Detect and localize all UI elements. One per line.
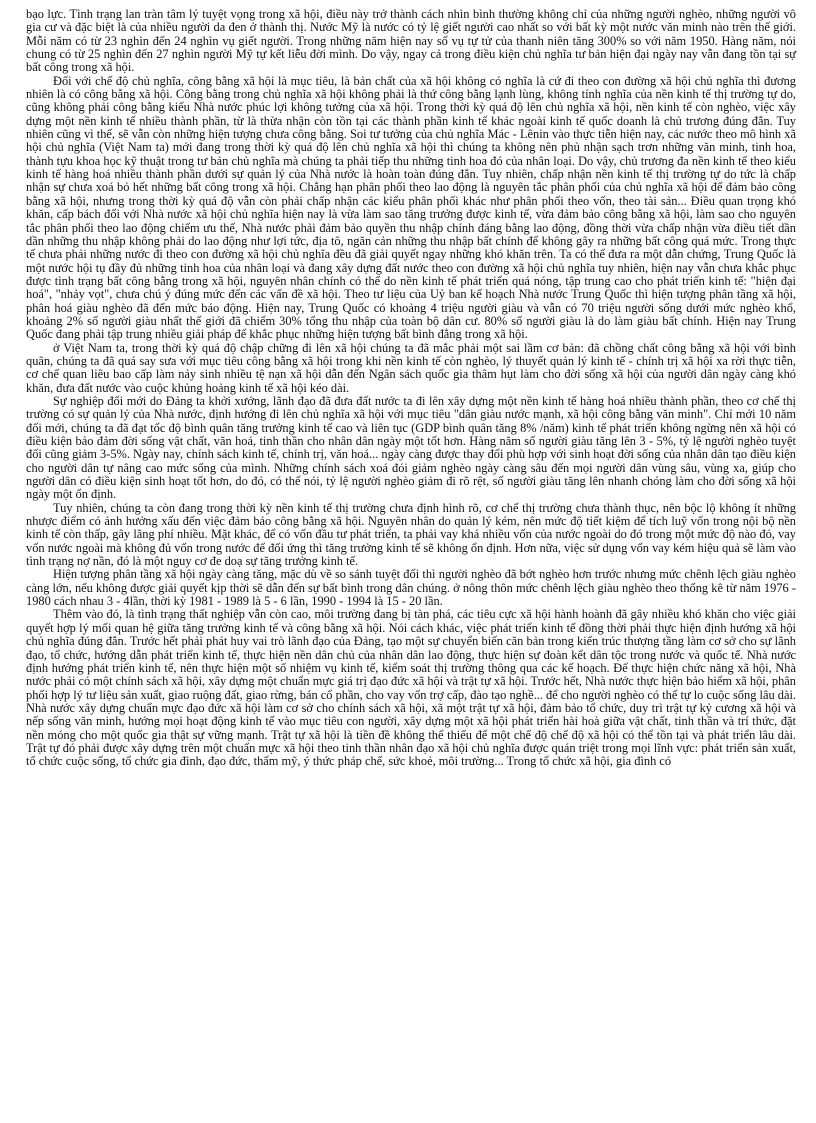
paragraph-1: bạo lực. Tình trạng lan tràn tâm lý tuyệt vọng trong xã hội, điều này trở thành cách nhìn bình thường không chỉ của những người nghèo, những người vô gia cư và đặc biệt là của nhiều người da đen ở thành thị. Nước Mỹ là nước có tỷ lệ giết người cao nhất so với bất kỳ một nước văn minh nào trên thế giới. Mỗi năm có từ 23 nghìn đến 24 nghìn vụ giết người. Trong những năm hiện nay số vụ tự tử của thanh niên tăng 300% so với năm 1950. Hàng năm, nói chung có từ 25 nghìn đến 27 nghìn người Mỹ tự kết liễu đời mình. Do vậy, ngay cả trong điều kiện chủ nghĩa tư bản hiện đại ngày nay vẫn đang tồn tại sự bất công trong xã hội. bbox=[26, 7, 796, 75]
paragraph-4: Sự nghiệp đổi mới do Đảng ta khởi xướng, lãnh đạo đã đưa đất nước ta đi lên xây dựng một nền kinh tế hàng hoá nhiều thành phần, theo cơ chế thị trường có sự quản lý của Nhà nước, định hướng đi lên chủ nghĩa xã hội với mục tiêu "dân giàu nước mạnh, xã hội công bằng văn minh". Chỉ mới 10 năm đổi mới, chúng ta đã đạt tốc độ bình quân tăng trưởng kinh tế cao và liên tục (GDP bình quân tăng 8% /năm) kinh tế phát triển không ngừng nên xã hội có điều kiện bảo đảm đời sống vật chất, văn hoá, tinh thần cho nhân dân ngày một tốt hơn. Hàng năm số người giàu tăng lên 3 - 5%, tỷ lệ người nghèo tuyệt đối cũng giảm 3-5%. Ngày nay, chính sách kinh tế, chính trị, văn hoá... ngày càng được thay đổi phù hợp với sinh hoạt đời sống của nhân dân tạo điều kiện cho người dân tự nâng cao mức sống của mình. Những chính sách xoá đói giảm nghèo ngày càng sâu đến mọi người dân vùng sâu, vùng xa, giúp cho người dân có điều kiện sinh hoạt tốt hơn, do đó, có thể nói, tỷ lệ người nghèo giảm đi rõ rệt, số người giàu tăng lên nhanh chóng làm cho đời sống xã hội ngày một ổn định. bbox=[26, 393, 796, 502]
paragraph-6: Hiện tượng phân tầng xã hội ngày càng tăng, mặc dù về so sánh tuyệt đối thì người nghèo đã bớt nghèo hơn trước nhưng mức chênh lệch giàu nghèo càng lớn, nếu không được giải quyết kịp thời sẽ dẫn đến sự bất bình trong dân chúng. ở nông thôn mức chênh lệch giàu nghèo theo thống kê từ năm 1976 - 1980 cách nhau 3 - 4lần, thời kỳ 1981 - 1989 là 5 - 6 lần, 1990 - 1994 là 15 - 20 lần. bbox=[26, 567, 796, 609]
paragraph-2: Đối với chế độ chủ nghĩa, công bằng xã hội là mục tiêu, là bản chất của xã hội không có nghĩa là cứ đi theo con đường xã hội chủ nghĩa thì đương nhiên là có công bằng xã hội. Công bằng trong chủ nghĩa xã hội không phải là thứ công bằng lạnh lùng, không tính nghĩa của nền kinh tế thị trường tự do, cũng không phải công bằng kiểu Nhà nước phúc lợi không tưởng của xã hội. Trong thời kỳ quá độ lên chủ nghĩa xã hội, nền kinh tế còn nghèo, việc xây dựng một nền kinh tế nhiều thành phần, từ là thừa nhận còn tồn tại các thành phần kinh tế khác ngoài kinh tế quốc doanh là chủ trương đúng đắn. Tuy nhiên cũng vì thế, sẽ vẫn còn những hiện tượng chưa công bằng. Soi tư tưởng của chủ nghĩa Mác - Lênin vào thực tiễn hiện nay, các nước theo mô hình xã hội chủ nghĩa (Việt Nam ta) mới đang trong thời kỳ quá độ lên chủ nghĩa xã hội thì chúng ta không nên phủ nhận sạch trơn những văn minh, tinh hoa, thành tựu khoa học kỹ thuật trong tư bản chủ nghĩa mà chúng ta phải tiếp thu những tinh hoa đó của nhân loại. Do vậy, chủ trương đa nền kinh tế theo kiểu kinh tế hàng hoá nhiều thành phần dưới sự quản lý của Nhà nước là hoàn toàn đúng đắn. Tuy nhiên, chấp nhận nền kinh tế thị trường tự do tức là chấp nhận sự chưa xoá bỏ hết những bất công trong xã hội. Chẳng hạn phân phối theo lao động là nguyên tắc phân phối của chủ nghĩa xã hội để đảm bảo công bằng xã hội, nhưng trong thời kỳ quá độ vẫn còn phải chấp nhận các kiểu phân phối khác như phân phối theo vốn, theo tài sản... Điều quan trọng khó khăn, cấp bách đối với Nhà nước xã hội chủ nghĩa hiện nay là vừa làm sao tăng trưởng được kinh tế, vừa đảm bảo công bằng xã hội, làm sao cho nguyên tắc phân phối theo lao động chiếm ưu thế, Nhà nước phải đảm bảo quyền thu nhập chính đáng bằng lao động, đồng thời vừa chấp nhận vừa điều tiết dần dần những thu nhập không phải do lao động như lợi tức, địa tô, ngăn cản những thu nhập bất chính để không gây ra những bất công quá mức. Trong thực tế chưa phải những nước đi theo con đường xã hội chủ nghĩa đều đã giải quyết ngay những khó khăn trên. Ta có thể đưa ra một dẫn chứng, Trung Quốc là một nước hội tụ đầy đủ những tinh hoa của nhân loại và đang xây dựng đất nước theo con đường xã hội chủ nghĩa tuy nhiên, hiện nay vẫn chưa khắc phục được tình trạng bất công bằng trong xã hội, nguyên nhân chính có thể do nền kinh tế phát triển quá nóng, tập trung cao cho phát triển kinh tế: "hiện đại hoá", "nhảy vọt", chưa chú ý đúng mức đến các vấn đề xã hội. Theo tư liệu của Uỷ ban kế hoạch Nhà nước Trung Quốc thì hiện tượng phân tầng xã hội, phân hoá giàu nghèo đã đến mức báo động. Hiện nay, Trung Quốc có khoảng 4 triệu người giàu và vẫn có 70 triệu người sống dưới mức nghèo khổ, khoảng 2% số người giàu nhất thế giới đã chiếm 30% tổng thu nhập của toàn bộ dân cư. 80% số người giàu là do làm giàu bất chính. Hiện nay Trung Quốc đang phải tập trung nhiều giải pháp để khắc phục những hiện tượng bất bình đẳng trong xã hội. bbox=[26, 73, 796, 342]
paragraph-7: Thêm vào đó, là tình trạng thất nghiệp vẫn còn cao, môi trường đang bị tàn phá, các tiêu cực xã hội hành hoành đã gây nhiều khó khăn cho việc giải quyết hợp lý mối quan hệ giữa tăng trưởng kinh tế và công bằng xã hội. Nói cách khác, việc phát triển kinh tế đồng thời phải thực hiện định hướng xã hội chủ nghĩa đúng đắn. Trước hết phải phát huy vai trò lãnh đạo của Đảng, tạo một sự chuyển biến căn bản trong kiến trúc thượng tầng làm cơ sở cho sự lãnh đạo, tổ chức, hướng dẫn phát triển kinh tế, thực hiện nền dân chủ của nhân dân lao động, thực hiện sự đoàn kết dân tộc trong nước và quốc tế. Nhà nước định hướng phát triển kinh tế, nên thực hiện một số nhiệm vụ kinh tế, kiểm soát thị trường thông qua các kế hoạch. Để thực hiện chức năng xã hội, Nhà nước phải có một chính sách xã hội, xây dựng một chuẩn mực giá trị đạo đức xã hội và trật tự xã hội. Trước hết, Nhà nước thực hiện bảo hiểm xã hội, phân phối hợp lý tư liệu sản xuất, giao ruộng đất, giao rừng, bán cổ phần, cho vay vốn trợ cấp, đào tạo nghề... để cho người nghèo có thể tự lo cuộc sống lâu dài. Nhà nước xây dựng chuẩn mực đạo đức xã hội làm cơ sở cho chính sách xã hội, xã một trật tự xã hội, đảm bảo tổ chức, duy trì trật tự kỷ cương xã hội và nếp sống văn minh, hướng mọi hoạt động kinh tế vào mục tiêu con người, xây dựng một xã hội phát triển hài hoà giữa vật chất, tinh thần và trí thức, đặt nền móng cho một quốc gia thật sự vững mạnh. Trật tự xã hội là tiền đề không thể thiếu để một chế độ chế độ xã hội có thể tồn tại và phát triển lâu dài. Trật tự đó phải được xây dựng trên một chuẩn mực xã hội theo tinh thần nhân đạo xã hội chủ nghĩa được quán triệt trong mọi lĩnh vực: phát triển sản xuất, tổ chức cuộc sống, tổ chức gia đình, đạo đức, thẩm mỹ, ý thức pháp chế, sức khoẻ, môi trường... Trong tổ chức xã hội, gia đình có bbox=[26, 607, 796, 769]
paragraph-5: Tuy nhiên, chúng ta còn đang trong thời kỳ nền kinh tế thị trường chưa định hình rõ, cơ chế thị trường chưa thành thục, nên bộc lộ không ít những nhược điểm có ảnh hưởng xấu đến việc đảm bảo công bằng xã hội. Nguyên nhân do quản lý kém, nên mức độ tiết kiệm để tích luỹ vốn trong nội bộ nền kinh tế còn thấp, gây lãng phí nhiều. Mặt khác, để có vốn đầu tư phát triển, ta phải vay khá nhiều vốn của nước ngoài do đó trong một mức độ nào đó, vay vốn nước ngoài mà không đủ vốn trong nước để đối ứng thì tăng trưởng kinh tế sẽ không ổn định. Hơn nữa, việc sử dụng vốn vay kém hiệu quả sẽ làm vào tình trạng nợ nần, đó là một nguy cơ đe doạ sự tăng trưởng kinh tế. bbox=[26, 500, 796, 569]
paragraph-3: ở Việt Nam ta, trong thời kỳ quá độ chập chững đi lên xã hội chúng ta đã mắc phải một sai lầm cơ bản: đã chồng chất công bằng xã hội với bình quân, chúng ta đã quá say sưa với mục tiêu công bằng xã hội trong khi nền kinh tế còn nghèo, lý thuyết quản lý kinh tế - chính trị xã hội xa rời thực tiễn, cơ chế quan liêu bao cấp làm nảy sinh nhiều tệ nạn xã hội dẫn đến Ngân sách quốc gia thâm hụt làm cho đời sống xã hội của người dân ngày càng khó khăn, đưa đất nước vào cuộc khủng hoảng kinh tế xã hội kéo dài. bbox=[26, 340, 796, 395]
document-page bbox=[26, 8, 796, 769]
